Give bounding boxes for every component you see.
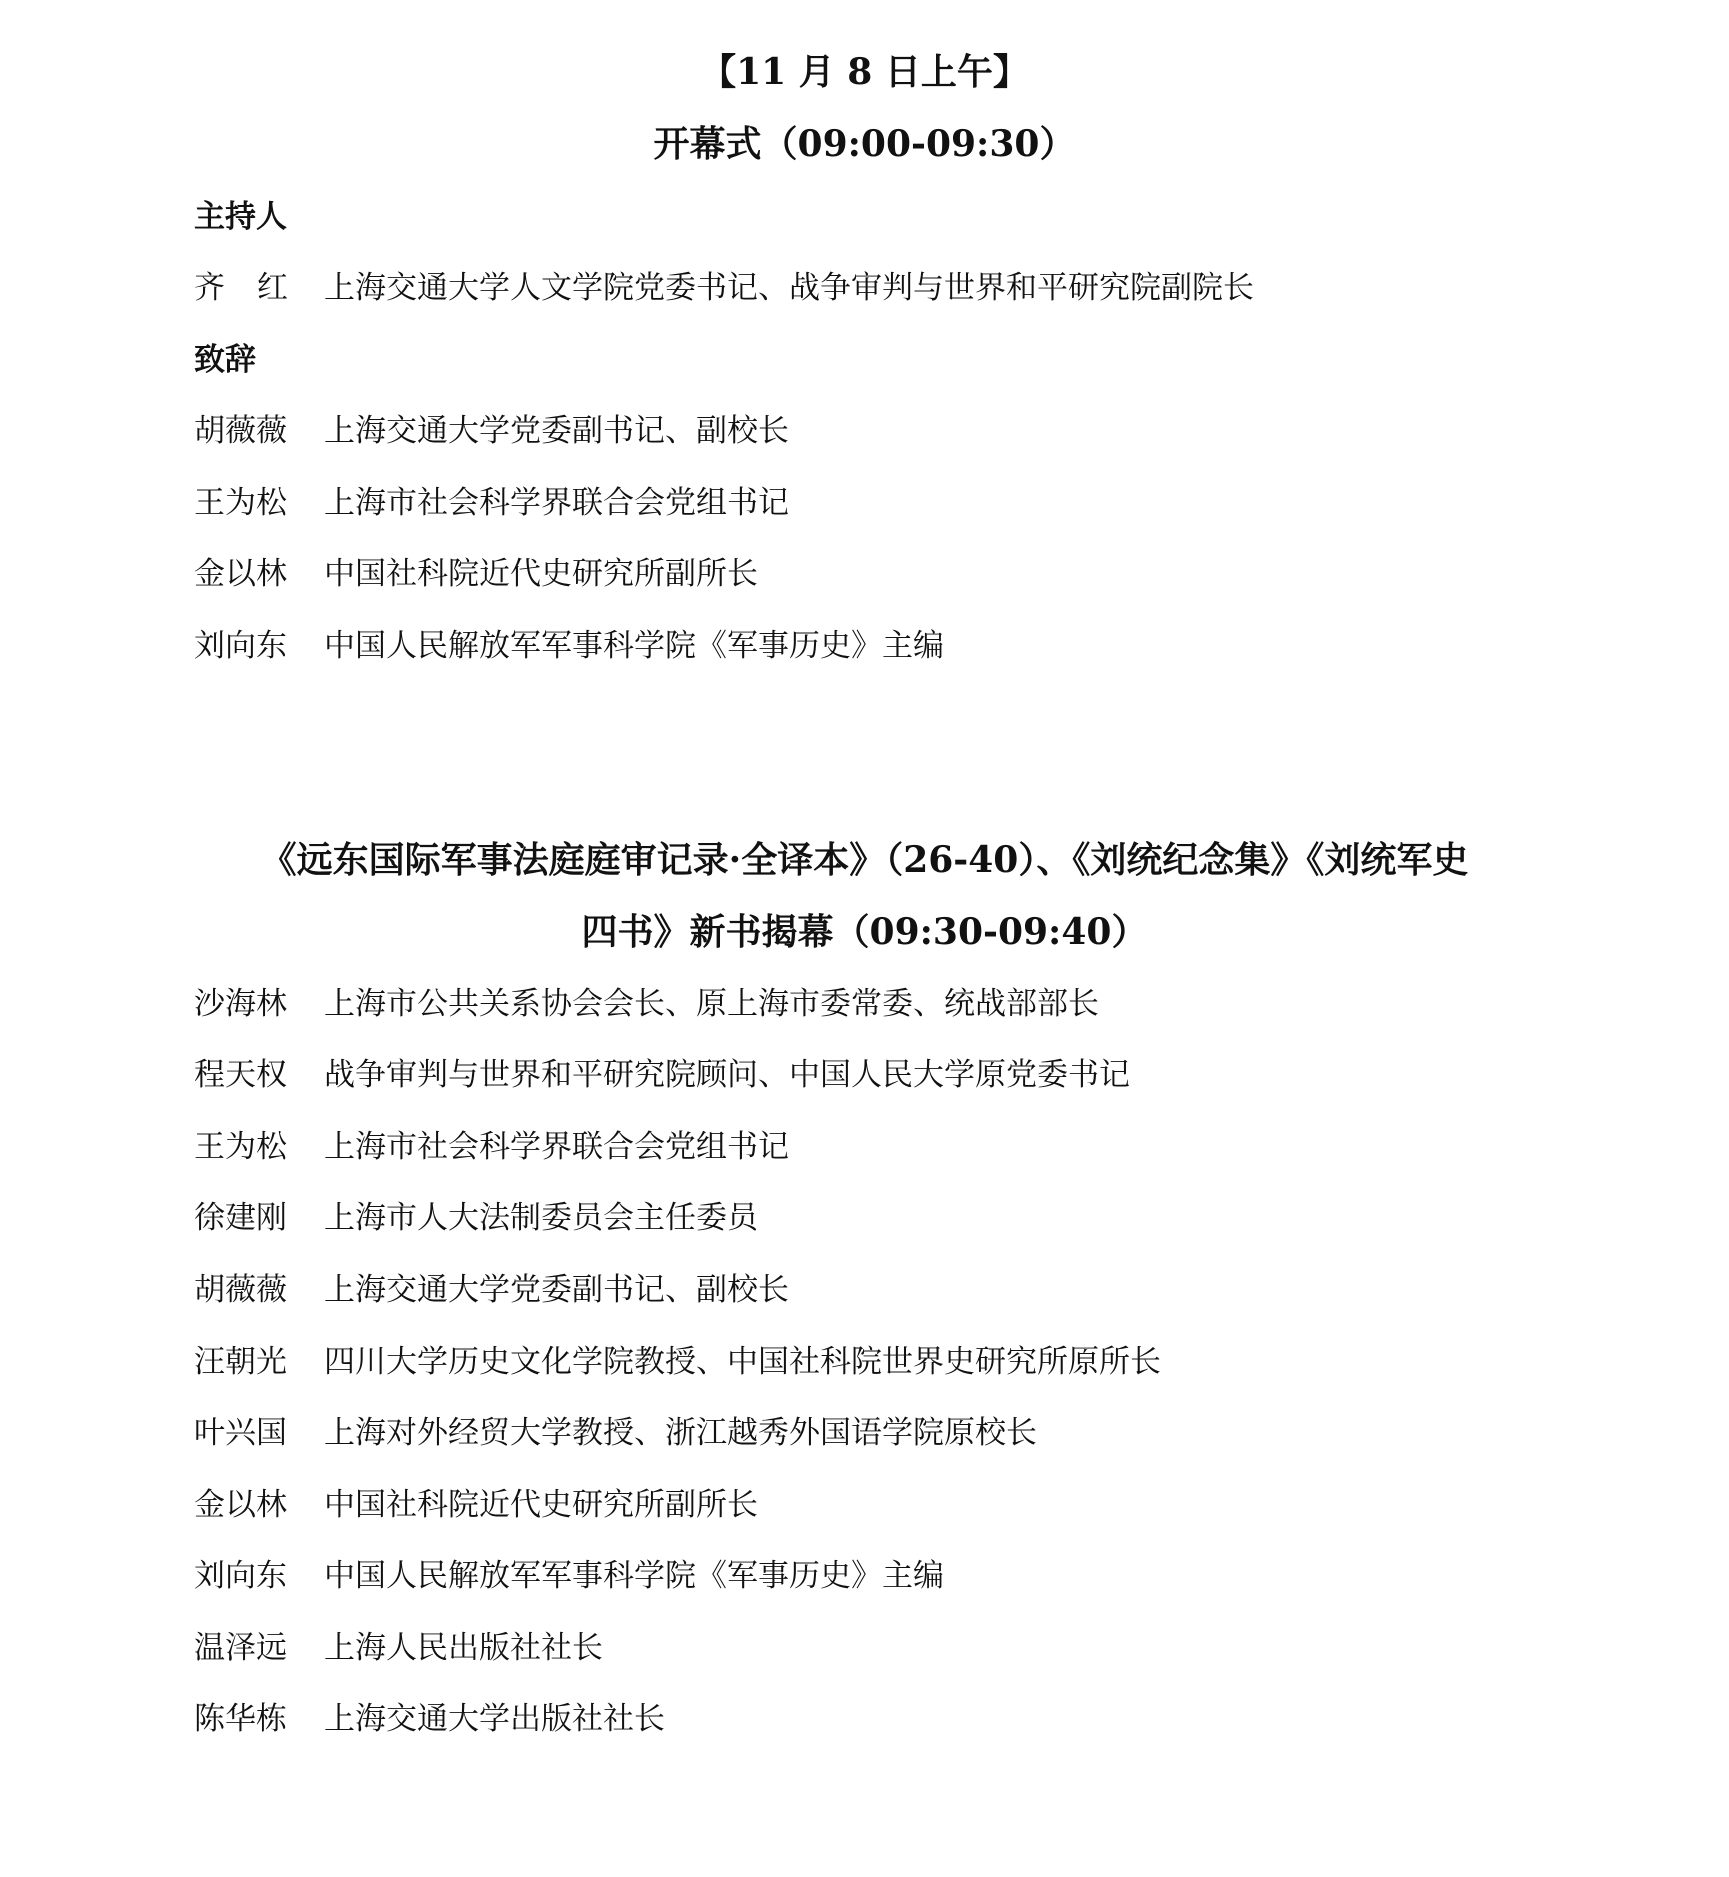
participant-name: 徐建刚: [194, 1200, 287, 1236]
participant-name: 陈华栋: [194, 1701, 287, 1737]
speaker-title: 中国社科院近代史研究所副所长: [324, 556, 758, 592]
participant-name: 王为松: [194, 1129, 287, 1165]
participant-title: 上海市人大法制委员会主任委员: [324, 1200, 758, 1236]
speaker-title: 中国人民解放军军事科学院《军事历史》主编: [324, 628, 944, 664]
participant-name: 温泽远: [194, 1630, 287, 1666]
participant-title: 中国人民解放军军事科学院《军事历史》主编: [324, 1558, 944, 1594]
opening-title: 开幕式（09:00-09:30）: [653, 123, 1076, 165]
unveiling-title-line2: 四书》新书揭幕（09:30-09:40）: [581, 911, 1148, 953]
participant-title: 上海市公共关系协会会长、原上海市委常委、统战部部长: [324, 986, 1099, 1022]
speaker-name: 刘向东: [194, 628, 287, 664]
participant-title: 上海对外经贸大学教授、浙江越秀外国语学院原校长: [324, 1415, 1037, 1451]
participant-title: 上海交通大学党委副书记、副校长: [324, 1272, 789, 1308]
participant-title: 中国社科院近代史研究所副所长: [324, 1487, 758, 1523]
participant-name: 程天权: [194, 1057, 287, 1093]
participant-title: 上海人民出版社社长: [324, 1630, 603, 1666]
participant-title: 上海市社会科学界联合会党组书记: [324, 1129, 789, 1165]
host-title: 上海交通大学人文学院党委书记、战争审判与世界和平研究院副院长: [324, 270, 1254, 306]
unveiling-title-line1: 《远东国际军事法庭庭审记录·全译本》（26-40）、《刘统纪念集》《刘统军史: [260, 839, 1469, 881]
date-header: 【11 月 8 日上午】: [700, 51, 1029, 93]
speaker-name: 金以林: [194, 556, 287, 592]
speaker-name: 胡薇薇: [194, 413, 287, 449]
participant-title: 上海交通大学出版社社长: [324, 1701, 665, 1737]
speaker-name: 王为松: [194, 485, 287, 521]
speaker-title: 上海交通大学党委副书记、副校长: [324, 413, 789, 449]
participant-title: 四川大学历史文化学院教授、中国社科院世界史研究所原所长: [324, 1344, 1161, 1380]
speech-label: 致辞: [194, 342, 256, 378]
host-label: 主持人: [194, 199, 287, 235]
participant-name: 汪朝光: [194, 1344, 287, 1380]
speaker-title: 上海市社会科学界联合会党组书记: [324, 485, 789, 521]
participant-name: 沙海林: [194, 986, 287, 1022]
host-name: 齐红: [194, 270, 320, 306]
participant-name: 刘向东: [194, 1558, 287, 1594]
participant-name: 胡薇薇: [194, 1272, 287, 1308]
participant-title: 战争审判与世界和平研究院顾问、中国人民大学原党委书记: [324, 1057, 1130, 1093]
participant-name: 叶兴国: [194, 1415, 287, 1451]
participant-name: 金以林: [194, 1487, 287, 1523]
